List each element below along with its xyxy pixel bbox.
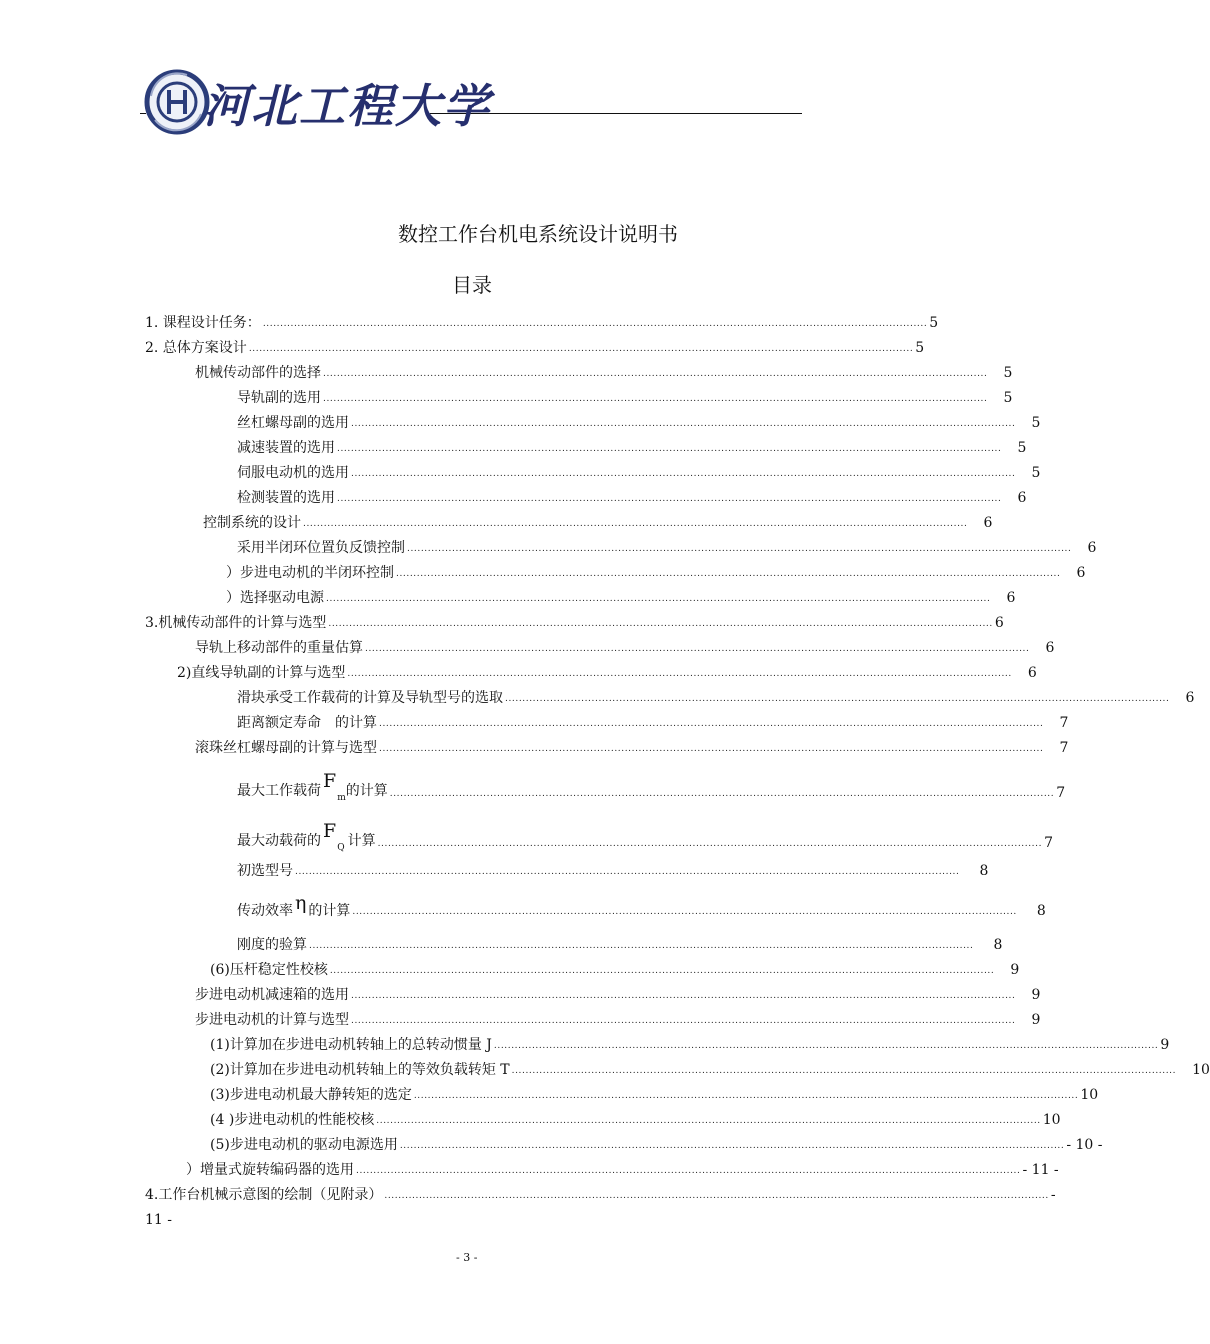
toc-entry-page: 8	[1036, 903, 1046, 919]
toc-entry-page: 5	[1017, 440, 1027, 456]
toc-entry-label: 导轨副的选用	[237, 390, 321, 406]
toc-entry[interactable]	[237, 936, 1003, 954]
toc-entry[interactable]	[237, 770, 1066, 803]
formula-subscript: Q	[337, 843, 345, 853]
toc-entry-page: 9	[1031, 987, 1041, 1003]
formula-subscript: m	[337, 793, 346, 803]
toc-entry-page: 6	[1076, 565, 1086, 581]
toc-leader: ................................................................................................................................................................................................	[309, 941, 974, 951]
toc-leader: ................................................................................................................................................................................................	[328, 619, 993, 629]
toc-entry-page: 6	[1087, 540, 1097, 556]
toc-entry-label: 机械传动部件的选择	[195, 365, 321, 381]
university-seal-icon	[147, 72, 207, 132]
toc-leader: ................................................................................................................................................................................................	[329, 966, 995, 976]
toc-leader: ................................................................................................................................................................................................	[347, 669, 1012, 679]
toc-entry[interactable]	[237, 489, 1027, 507]
toc-leader: ................................................................................................................................................................................................	[303, 519, 968, 529]
toc-entry-page: 9	[1031, 1012, 1041, 1028]
toc-entry-label-a: 距离额定寿命	[237, 715, 321, 731]
toc-entry-label: 步进电动机减速箱的选用	[195, 987, 349, 1003]
page-number: - 3 -	[456, 1251, 478, 1264]
toc-leader: ................................................................................................................................................................................................	[511, 1066, 1177, 1076]
toc-entry[interactable]	[237, 689, 1195, 707]
toc-entry-page: 6	[1045, 640, 1055, 656]
toc-entry[interactable]	[195, 739, 1069, 757]
toc-entry-page: 5	[1031, 415, 1041, 431]
toc-entry-label: 滚珠丝杠螺母副的计算与选型	[195, 740, 377, 756]
toc-leader: ................................................................................................................................................................................................	[413, 1091, 1079, 1101]
toc-leader: ................................................................................................................................................................................................	[493, 1041, 1159, 1051]
toc-leader: ................................................................................................................................................................................................	[379, 744, 1044, 754]
toc-entry[interactable]	[210, 1111, 1061, 1129]
toc-entry-label: 控制系统的设计	[203, 515, 301, 531]
toc-leader: ................................................................................................................................................................................................	[351, 1016, 1016, 1026]
toc-heading: 目录	[452, 273, 492, 297]
toc-entry[interactable]	[237, 862, 989, 880]
formula-symbol: η	[295, 892, 307, 914]
toc-entry-page: -	[1050, 1187, 1056, 1203]
toc-entry-label: (5)步进电动机的驱动电源选用	[210, 1137, 398, 1153]
toc-entry-label-b: 的计算	[345, 783, 388, 799]
toc-entry[interactable]	[237, 439, 1027, 457]
toc-entry[interactable]	[195, 1011, 1041, 1029]
toc-entry[interactable]	[226, 564, 1086, 582]
toc-entry-label: 丝杠螺母副的选用	[237, 415, 349, 431]
toc-entry-label	[237, 770, 388, 803]
toc-leader: ................................................................................................................................................................................................	[351, 419, 1016, 429]
toc-entry-label: ）选择驱动电源	[226, 590, 324, 606]
toc-entry[interactable]	[226, 589, 1016, 607]
toc-entry-label: 滑块承受工作载荷的计算及导轨型号的选取	[237, 690, 503, 706]
toc-entry-page: 10	[1042, 1112, 1061, 1128]
toc-entry-label: 1. 课程设计任务：	[145, 315, 261, 331]
toc-entry-page: 6	[1006, 590, 1016, 606]
toc-leader: ................................................................................................................................................................................................	[396, 569, 1061, 579]
toc-entry-label: (2)计算加在步进电动机转轴上的等效负载转矩 T	[210, 1062, 510, 1078]
toc-entry-label	[237, 892, 351, 920]
toc-leader: ................................................................................................................................................................................................	[377, 839, 1043, 849]
toc-continuation: 11 -	[145, 1212, 172, 1228]
toc-entry[interactable]	[210, 961, 1020, 979]
toc-entry-label: 采用半闭环位置负反馈控制	[237, 540, 405, 556]
toc-entry-label: 刚度的验算	[237, 937, 307, 953]
toc-entry[interactable]	[195, 639, 1055, 657]
toc-entry-label	[237, 820, 376, 853]
toc-entry-page: 7	[1059, 740, 1069, 756]
toc-leader: ................................................................................................................................................................................................	[326, 594, 991, 604]
toc-leader: ................................................................................................................................................................................................	[323, 394, 988, 404]
toc-entry[interactable]	[237, 389, 1013, 407]
toc-leader: ................................................................................................................................................................................................	[407, 544, 1072, 554]
toc-entry-label: (4 )步进电动机的性能校核	[210, 1112, 375, 1128]
toc-leader: ................................................................................................................................................................................................	[337, 494, 1002, 504]
toc-entry-label: 初选型号	[237, 863, 293, 879]
toc-entry[interactable]	[145, 314, 939, 332]
document-title: 数控工作台机电系统设计说明书	[398, 222, 678, 246]
toc-entry[interactable]	[203, 514, 993, 532]
toc-leader: ................................................................................................................................................................................................	[365, 644, 1030, 654]
toc-leader: ................................................................................................................................................................................................	[351, 991, 1016, 1001]
toc-entry-page: 9	[1010, 962, 1020, 978]
toc-entry-label-a: 最大工作载荷	[237, 783, 321, 799]
toc-entry-page: 5	[1003, 365, 1013, 381]
toc-entry-page: 5	[1003, 390, 1013, 406]
toc-leader: ................................................................................................................................................................................................	[337, 444, 1002, 454]
toc-leader: ................................................................................................................................................................................................	[379, 719, 1044, 729]
toc-leader: ................................................................................................................................................................................................	[248, 344, 914, 354]
toc-entry-page: - 10 -	[1066, 1137, 1103, 1153]
toc-entry-label: 减速装置的选用	[237, 440, 335, 456]
university-name-logotype: 河北工程大学	[203, 79, 491, 133]
toc-leader: ................................................................................................................................................................................................	[505, 694, 1170, 704]
toc-entry-page: 7	[1044, 835, 1053, 851]
toc-entry[interactable]	[195, 986, 1041, 1004]
toc-entry-page: 6	[983, 515, 993, 531]
university-logo	[143, 68, 491, 136]
toc-entry[interactable]	[145, 1186, 1056, 1204]
toc-entry[interactable]	[237, 714, 1069, 732]
toc-entry-label: 检测装置的选用	[237, 490, 335, 506]
toc-entry-label: ）增量式旋转编码器的选用	[186, 1162, 354, 1178]
toc-entry[interactable]	[210, 1136, 1103, 1154]
toc-entry-label-b: 的计算	[308, 903, 351, 919]
toc-entry-label	[237, 714, 377, 732]
toc-leader: ................................................................................................................................................................................................	[295, 867, 960, 877]
toc-entry-page: 7	[1059, 715, 1069, 731]
toc-entry[interactable]	[145, 339, 925, 357]
toc-leader: ................................................................................................................................................................................................	[356, 1166, 1021, 1176]
toc-entry-page: 5	[1031, 465, 1041, 481]
toc-entry[interactable]	[210, 1061, 1210, 1079]
toc-entry-page: 10	[1080, 1087, 1099, 1103]
toc-leader: ................................................................................................................................................................................................	[399, 1141, 1065, 1151]
toc-entry-page: 6	[1017, 490, 1027, 506]
toc-leader: ................................................................................................................................................................................................	[351, 469, 1016, 479]
toc-entry-page: 6	[1027, 665, 1037, 681]
toc-entry-label: 导轨上移动部件的重量估算	[195, 640, 363, 656]
formula-symbol: F	[323, 820, 337, 842]
toc-entry-page: 10	[1192, 1062, 1210, 1078]
toc-entry-label-b: 计算	[347, 833, 376, 849]
toc-entry[interactable]	[145, 614, 1004, 632]
toc-leader: ................................................................................................................................................................................................	[384, 1191, 1049, 1201]
toc-entry[interactable]	[237, 414, 1041, 432]
toc-entry-label: (3)步进电动机最大静转矩的选定	[210, 1087, 412, 1103]
toc-entry-page: 6	[1185, 690, 1195, 706]
toc-entry-label: 步进电动机的计算与选型	[195, 1012, 349, 1028]
toc-entry-page: - 11 -	[1022, 1162, 1059, 1178]
toc-entry[interactable]	[210, 1036, 1170, 1054]
toc-leader: ................................................................................................................................................................................................	[323, 369, 988, 379]
toc-entry-page: 8	[979, 863, 989, 879]
toc-entry-page: 7	[1056, 785, 1066, 801]
toc-entry[interactable]	[237, 892, 1046, 920]
toc-entry-page: 8	[993, 937, 1003, 953]
toc-entry-label: (1)计算加在步进电动机转轴上的总转动惯量 J	[210, 1037, 492, 1053]
toc-entry-page: 5	[929, 315, 939, 331]
toc-entry[interactable]	[237, 539, 1097, 557]
toc-entry-label: (6)压杆稳定性校核	[210, 962, 328, 978]
toc-entry-label: ）步进电动机的半闭环控制	[226, 565, 394, 581]
toc-entry-label: 4.工作台机械示意图的绘制（见附录）	[145, 1187, 383, 1203]
toc-leader: ................................................................................................................................................................................................	[376, 1116, 1041, 1126]
toc-entry-label: 2)直线导轨副的计算与选型	[177, 665, 346, 681]
toc-entry-page: 9	[1160, 1037, 1170, 1053]
toc-entry-label-a: 传动效率	[237, 903, 293, 919]
toc-entry-label: 3.机械传动部件的计算与选型	[145, 615, 327, 631]
toc-leader: ................................................................................................................................................................................................	[389, 789, 1055, 799]
toc-entry[interactable]	[195, 364, 1013, 382]
toc-entry[interactable]	[210, 1086, 1099, 1104]
toc-entry[interactable]	[186, 1161, 1059, 1179]
toc-leader: ................................................................................................................................................................................................	[352, 907, 1017, 917]
toc-entry-label-b: 的计算	[335, 715, 377, 731]
toc-entry-page: 6	[994, 615, 1004, 631]
toc-leader: ................................................................................................................................................................................................	[262, 319, 928, 329]
formula-symbol: F	[323, 770, 337, 792]
toc-entry-label: 伺服电动机的选用	[237, 465, 349, 481]
toc-entry[interactable]	[237, 820, 1053, 853]
toc-entry[interactable]	[177, 664, 1037, 682]
toc-entry-label-a: 最大动载荷的	[237, 833, 321, 849]
toc-entry-label: 2. 总体方案设计	[145, 340, 247, 356]
toc-entry-page: 5	[915, 340, 925, 356]
toc-entry[interactable]	[237, 464, 1041, 482]
